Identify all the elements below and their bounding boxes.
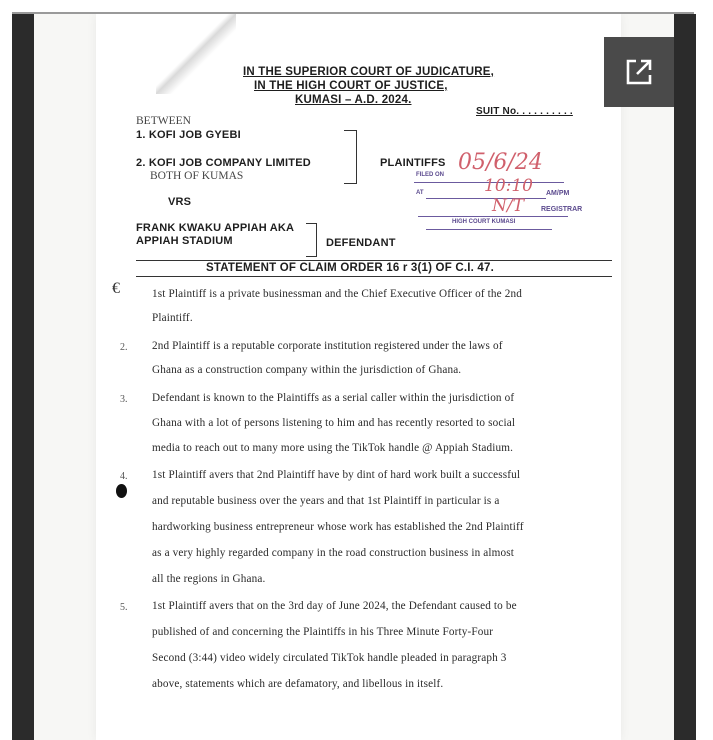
defendant-label: DEFENDANT: [326, 237, 396, 249]
paragraph-5-line-3: Second (3:44) video widely circulated TikTok handle pleaded in paragraph 3: [152, 652, 507, 664]
handwritten-time: 10:10: [484, 176, 533, 196]
paragraph-3-line-3: media to reach out to many more using the TikTok handle @ Appiah Stadium.: [152, 442, 514, 454]
paragraph-5-line-1: 1st Plaintiff avers that on the 3rd day of June 2024, the Defendant caused to be: [152, 600, 517, 612]
defendant-brace: [306, 223, 317, 257]
handwritten-signature: N/T: [492, 196, 524, 216]
paragraph-3-number: 3.: [120, 394, 128, 405]
stamp-am-pm: AM/PM: [546, 190, 570, 197]
title-rule-top: [136, 260, 612, 261]
plaintiffs-brace: [344, 130, 357, 184]
paragraph-2-line-2: Ghana as a construction company within the jurisdiction of Ghana.: [152, 364, 462, 376]
paragraph-4-number: 4.: [120, 471, 128, 482]
paragraph-4-line-3: hardworking business entrepreneur whose work has established the 2nd Plaintiff: [152, 521, 524, 533]
title-rule-bottom: [136, 276, 612, 277]
defendant-name-1: FRANK KWAKU APPIAH AKA: [136, 222, 295, 234]
viewer-left-bar: [12, 14, 34, 740]
plaintiff-1: 1. KOFI JOB GYEBI: [136, 129, 241, 141]
stamp-court: HIGH COURT KUMASI: [452, 219, 516, 225]
margin-dot-mark: [116, 484, 127, 498]
court-header-line2: IN THE HIGH COURT OF JUSTICE,: [254, 80, 448, 92]
plaintiffs-label: PLAINTIFFS: [380, 157, 446, 169]
open-external-button[interactable]: [604, 37, 674, 107]
document-title: STATEMENT OF CLAIM ORDER 16 r 3(1) OF C.I. 47.: [206, 262, 494, 274]
handwritten-date: 05/6/24: [458, 150, 543, 175]
defendant-name-2: APPIAH STADIUM: [136, 235, 233, 247]
paragraph-1-line-2: Plaintiff.: [152, 312, 193, 324]
paragraph-4-line-1: 1st Plaintiff avers that 2nd Plaintiff have by dint of hard work built a successful: [152, 469, 521, 481]
paragraph-3-line-1: Defendant is known to the Plaintiffs as a serial caller within the jurisdiction of: [152, 392, 515, 404]
court-header-line1: IN THE SUPERIOR COURT OF JUDICATURE,: [243, 66, 495, 78]
paragraph-4-line-4: as a very highly regarded company in the road construction business in almost: [152, 547, 515, 559]
paragraph-1-line-1: 1st Plaintiff is a private businessman and the Chief Executive Officer of the 2nd: [152, 288, 522, 300]
paragraph-5-line-2: published of and concerning the Plaintiffs in his Three Minute Forty-Four: [152, 626, 494, 638]
suit-number: SUIT No. . . . . . . . . .: [476, 106, 573, 117]
both-of-label: BOTH OF KUMAS: [150, 170, 244, 182]
stamp-registrar: REGISTRAR: [541, 206, 583, 213]
between-label: BETWEEN: [136, 115, 191, 127]
open-external-icon: [623, 56, 655, 88]
vrs-label: VRS: [168, 196, 192, 208]
paper-fold-corner: [156, 14, 236, 94]
paragraph-4-line-5: all the regions in Ghana.: [152, 573, 266, 585]
stamp-at: AT: [416, 190, 424, 196]
stamp-line-2: [426, 198, 546, 199]
stamp-filed-on: FILED ON: [416, 172, 444, 178]
stamp-line-3: [418, 216, 568, 217]
paragraph-4-line-2: and reputable business over the years and that 1st Plaintiff in particular is a: [152, 495, 500, 507]
court-header-line3: KUMASI – A.D. 2024.: [295, 94, 412, 106]
plaintiff-2: 2. KOFI JOB COMPANY LIMITED: [136, 157, 311, 169]
margin-mark-1: €: [112, 280, 120, 297]
paragraph-5-number: 5.: [120, 602, 128, 613]
paragraph-2-line-1: 2nd Plaintiff is a reputable corporate institution registered under the laws of: [152, 340, 503, 352]
document-page-area[interactable]: [34, 14, 674, 740]
paragraph-2-number: 2.: [120, 342, 128, 353]
paragraph-5-line-4: above, statements which are defamatory, and libellous in itself.: [152, 678, 444, 690]
paragraph-3-line-2: Ghana with a lot of persons listening to him and has recently resorted to social: [152, 417, 516, 429]
stamp-line-4: [426, 229, 552, 230]
viewer-right-bar: [674, 14, 696, 740]
document-paper: [96, 14, 621, 740]
